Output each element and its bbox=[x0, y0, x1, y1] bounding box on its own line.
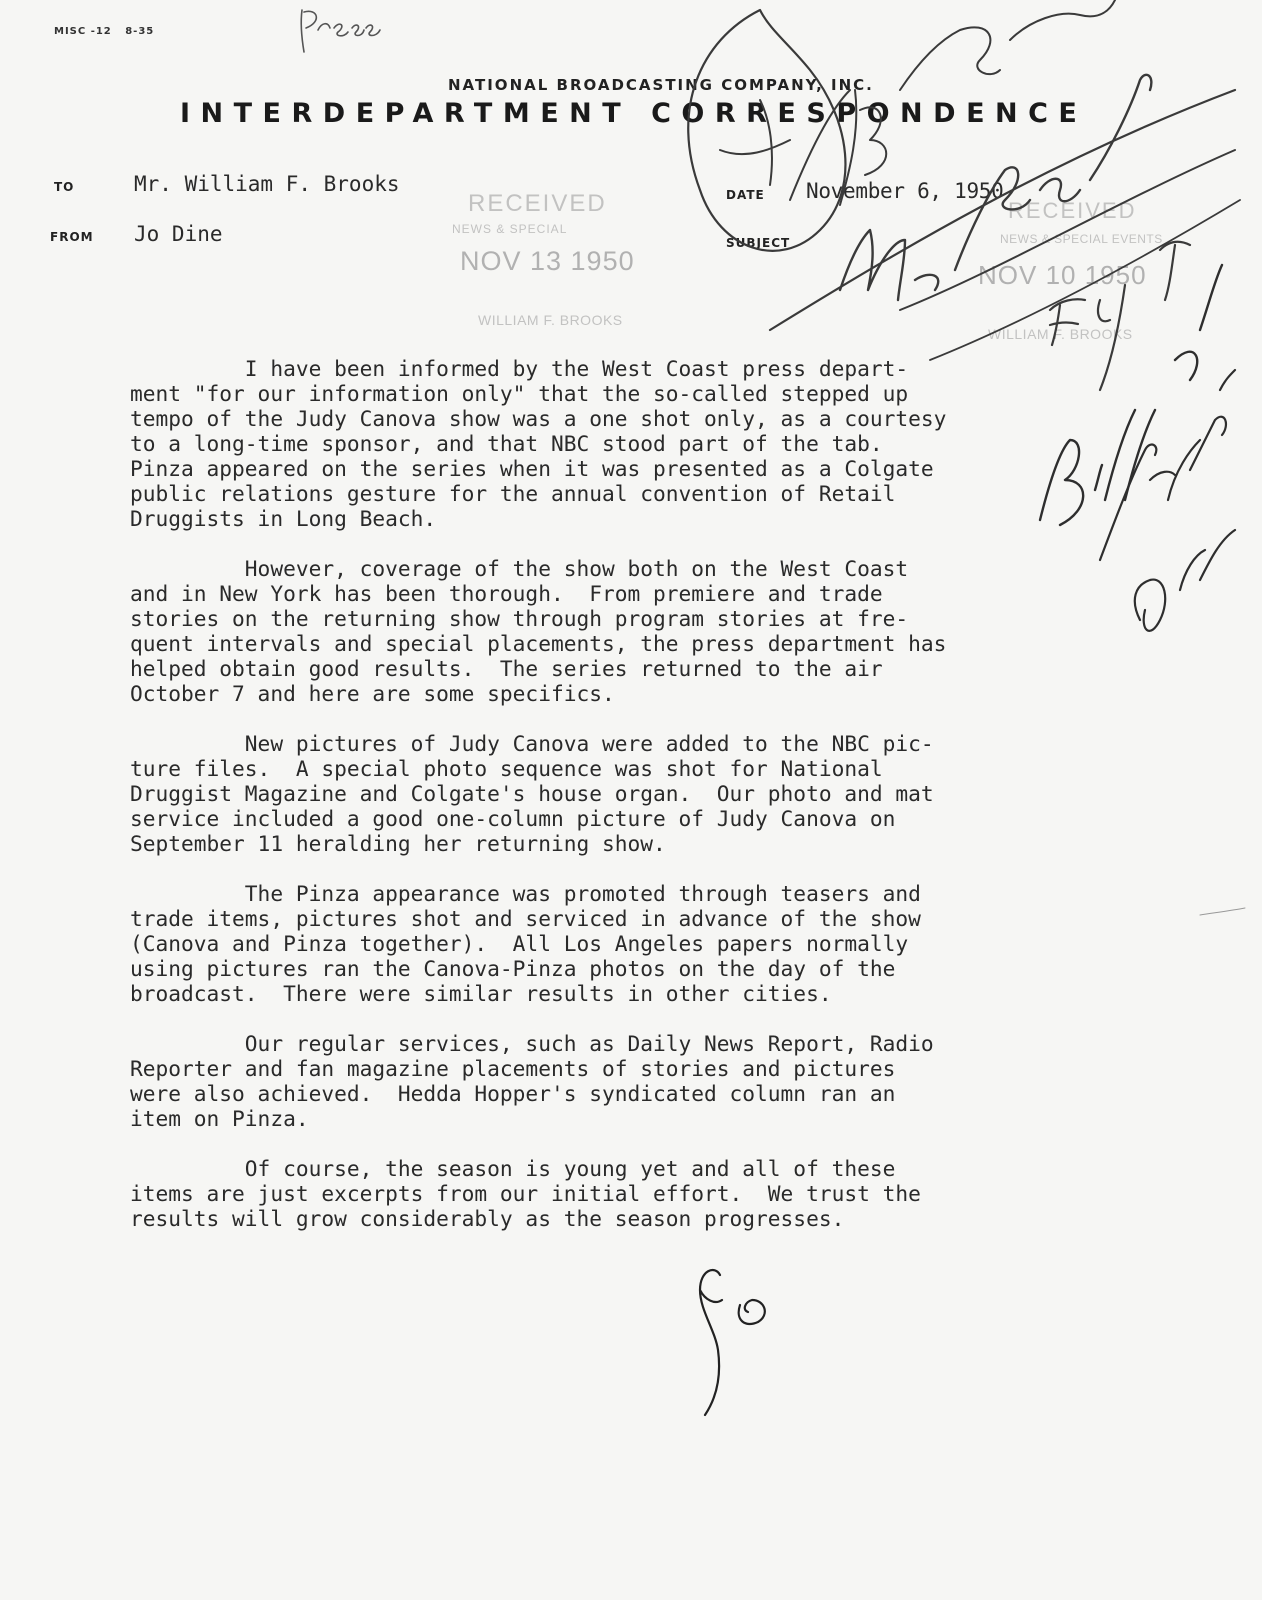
form-code: MISC -12 8-35 bbox=[54, 26, 155, 37]
stamp-right-line-1: RECEIVED bbox=[1008, 198, 1137, 223]
body-paragraph-3: New pictures of Judy Canova were added to the NBC pic- ture files. A special photo sequence was shot for National Druggist Magazine and Colgate's house organ. Our photo and mat service included a good one-column picture of Judy Canova on September 11 heralding her returning show. bbox=[130, 731, 934, 856]
stamp-left-line-2: NEWS & SPECIAL bbox=[452, 222, 568, 236]
body-paragraph-5: Our regular services, such as Daily News Report, Radio Reporter and fan magazine placements of stories and pictures were also achieved. Hedda Hopper's syndicated column ran an item on Pinza. bbox=[130, 1031, 934, 1131]
stamp-right-line-3: NOV 10 1950 bbox=[978, 260, 1147, 290]
date-value: November 6, 1950 bbox=[806, 179, 1004, 203]
stamp-right-line-4: WILLIAM F. BROOKS bbox=[988, 326, 1133, 342]
margin-handwriting bbox=[1100, 370, 1235, 631]
company-name: NATIONAL BROADCASTING COMPANY, INC. bbox=[448, 76, 874, 94]
bill-handwriting bbox=[1040, 265, 1222, 525]
to-label: TO bbox=[54, 180, 75, 194]
body-paragraph-6: Of course, the season is young yet and all of these items are just excerpts from our initial effort. We trust the results will grow considerably as the season progresses. bbox=[130, 1156, 921, 1231]
subject-label: SUBJECT bbox=[726, 236, 791, 250]
date-label: DATE bbox=[726, 188, 765, 202]
body-paragraph-4: The Pinza appearance was promoted through teasers and trade items, pictures shot and serviced in advance of the show (Canova and Pinza together). All Los Angeles papers normally using pictures ran the Canova-Pinza photos on the day of the broadcast. There were similar results in other cities. bbox=[130, 881, 921, 1006]
signature-jo bbox=[700, 1270, 765, 1415]
stamp-left-line-4: WILLIAM F. BROOKS bbox=[478, 312, 623, 328]
memo-title: INTERDEPARTMENT CORRESPONDENCE bbox=[180, 98, 1088, 129]
press-handwriting bbox=[301, 10, 380, 52]
body-paragraph-1: I have been informed by the West Coast press depart- ment "for our information only" that the so-called stepped up tempo of the Judy Canova show was a one shot only, as a courtesy to a long-time sponsor, and that NBC stood part of the tab. Pinza appeared on the series when it was presented as a Colgate public relations gesture for the annual convention of Retail Druggists in Long Beach. bbox=[130, 356, 947, 531]
stamp-left-line-1: RECEIVED bbox=[468, 190, 607, 217]
stamp-left-line-3: NOV 13 1950 bbox=[460, 246, 635, 276]
from-value: Jo Dine bbox=[134, 222, 223, 246]
fyi-handwriting bbox=[1050, 242, 1190, 390]
from-label: FROM bbox=[50, 230, 94, 244]
body-paragraph-2: However, coverage of the show both on the West Coast and in New York has been thorough. From premiere and trade stories on the returning show through program stories at fre- quent intervals and special placements, the press department has helped obtain good results. The series returned to the air October 7 and here are some specifics. bbox=[130, 556, 947, 706]
stamp-right-line-2: NEWS & SPECIAL EVENTS bbox=[1000, 232, 1163, 246]
brooks-handwriting bbox=[790, 0, 1115, 205]
to-value: Mr. William F. Brooks bbox=[134, 172, 400, 196]
